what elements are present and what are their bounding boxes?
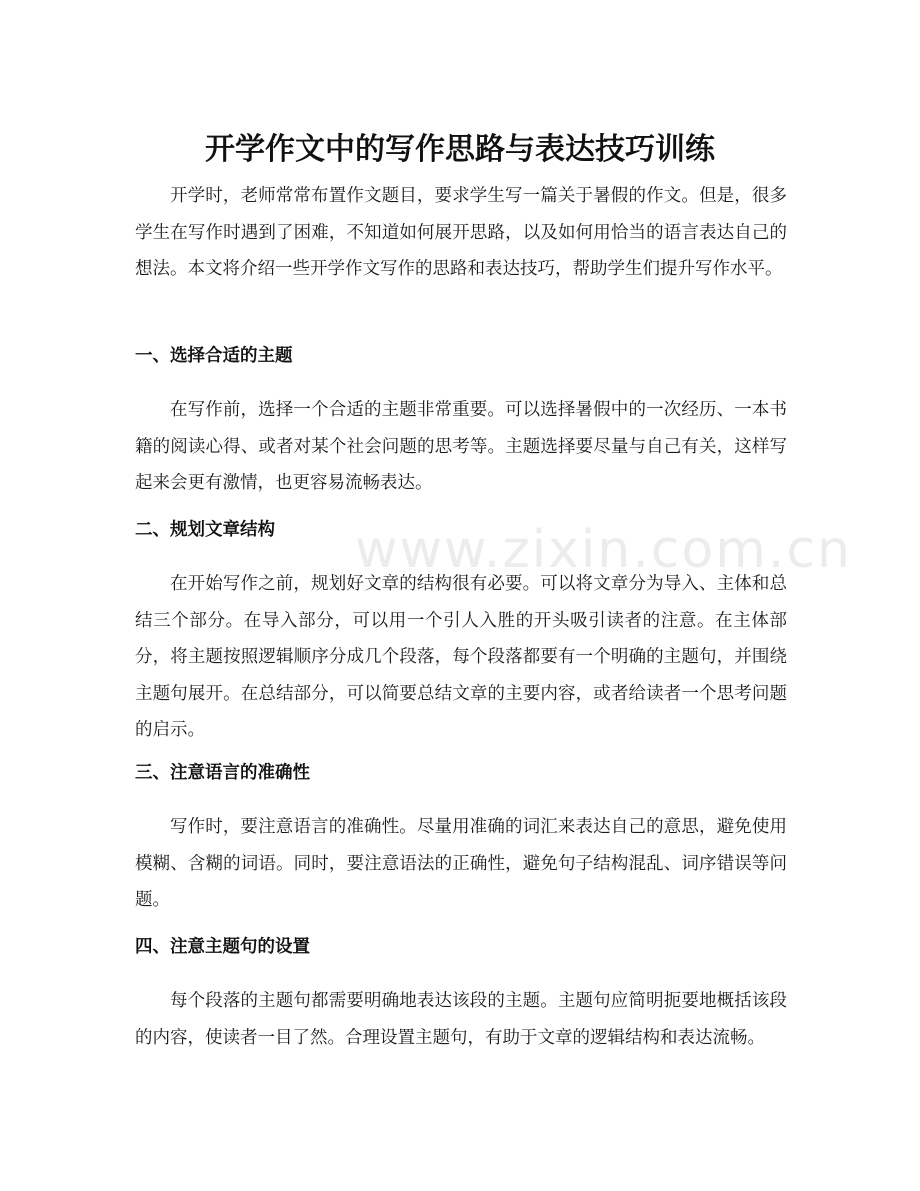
section-paragraph-2: 在开始写作之前，规划好文章的结构很有必要。可以将文章分为导入、主体和总结三个部分。在导入部分，可以用一个引人入胜的开头吸引读者的注意。在主体部分，将主题按照逻辑顺序分成几个段落，每个段落都要有一个明确的主题句，并围绕主题句展开。在总结部分，可以简要总结文章的主要内容，或者给读者一个思考问题的启示。 [135, 574, 787, 740]
intro-paragraph: 开学时，老师常常布置作文题目，要求学生写一篇关于暑假的作文。但是，很多学生在写作时遇到了困难，不知道如何展开思路，以及如何用恰当的语言表达自己的想法。本文将介绍一些开学作文写作的思路和表达技巧，帮助学生们提升写作水平。 [135, 186, 787, 279]
watermark: www.zixin.com.cn [355, 520, 852, 580]
section-heading-1: 一、选择合适的主题 [135, 346, 293, 366]
section-paragraph-4: 每个段落的主题句都需要明确地表达该段的主题。主题句应简明扼要地概括该段的内容，使读者一目了然。合理设置主题句，有助于文章的逻辑结构和表达流畅。 [135, 991, 787, 1048]
section-heading-2: 二、规划文章结构 [135, 520, 275, 540]
section-heading-3: 三、注意语言的准确性 [135, 763, 310, 783]
section-paragraph-1: 在写作前，选择一个合适的主题非常重要。可以选择暑假中的一次经历、一本书籍的阅读心得、或者对某个社会问题的思考等。主题选择要尽量与自己有关，这样写起来会更有激情，也更容易流畅表达。 [135, 400, 787, 493]
section-heading-4: 四、注意主题句的设置 [135, 937, 310, 957]
page-title: 开学作文中的写作思路与表达技巧训练 [205, 132, 715, 168]
section-paragraph-3: 写作时，要注意语言的准确性。尽量用准确的词汇来表达自己的意思，避免使用模糊、含糊的词语。同时，要注意语法的正确性，避免句子结构混乱、词序错误等问题。 [135, 817, 787, 910]
